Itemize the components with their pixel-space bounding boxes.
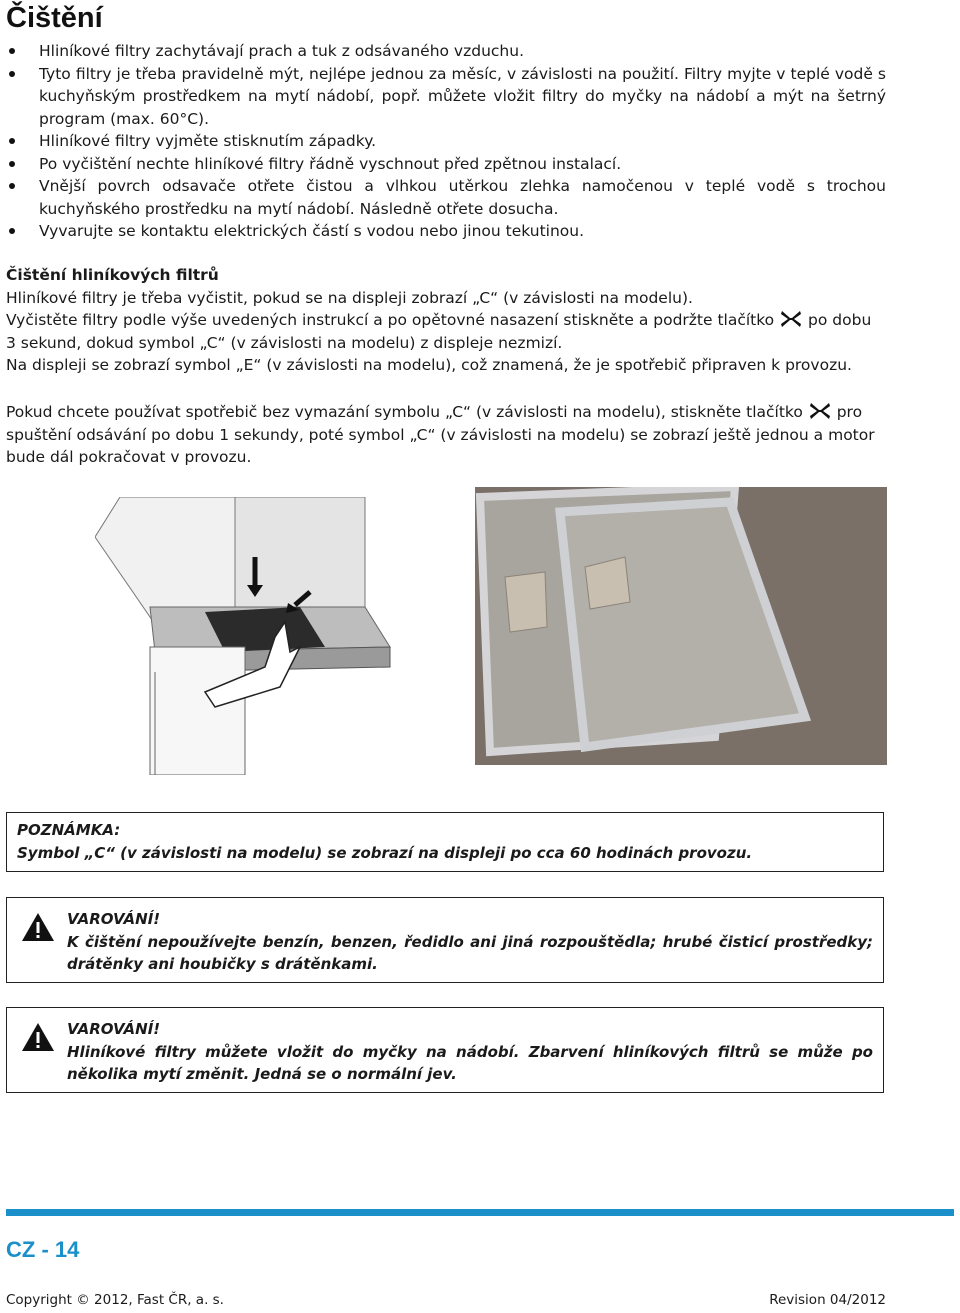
paragraph-text: Pokud chcete používat spotřebič bez vymazání symbolu „C“ (v závislosti na modelu), stiskněte tlačítko bbox=[6, 403, 803, 421]
aluminium-filters-photo bbox=[475, 487, 887, 765]
revision-text: Revision 04/2012 bbox=[769, 1292, 886, 1308]
paragraph bbox=[6, 309, 886, 354]
warning-box bbox=[6, 897, 884, 983]
warning-text: K čištění nepoužívejte benzín, benzen, ředidlo ani jiná rozpouštědla; hrubé čisticí prostředky; drátěnky ani houbičky s drátěnkami. bbox=[67, 932, 873, 973]
list-item: Vyvarujte se kontaktu elektrických částí s vodou nebo jinou tekutinou. bbox=[6, 220, 886, 243]
paragraph-text: pro spuštění odsávání po dobu 1 sekundy, poté symbol „C“ (v závislosti na modelu) se zobrazí ještě jednou a motor bude dál pokračovat v provozu. bbox=[6, 403, 875, 466]
page-title: Čištění bbox=[6, 2, 103, 34]
footer-divider bbox=[6, 1209, 954, 1216]
paragraph-text: po dobu 3 sekund, dokud symbol „C“ (v závislosti na modelu) z displeje nezmizí. bbox=[6, 311, 872, 352]
cleaning-instructions-list bbox=[6, 40, 886, 243]
warning-box bbox=[6, 1007, 884, 1093]
note-box bbox=[6, 812, 884, 872]
list-item: Po vyčištění nechte hliníkové filtry řádně vyschnout před zpětnou instalací. bbox=[6, 153, 886, 176]
paragraph: Hliníkové filtry je třeba vyčistit, pokud se na displeji zobrazí „C“ (v závislosti na modelu). bbox=[6, 288, 693, 307]
warning-label: VAROVÁNÍ! bbox=[67, 910, 161, 928]
list-item: Hliníkové filtry zachytávají prach a tuk z odsávaného vzduchu. bbox=[6, 40, 886, 63]
aluminium-filter-section bbox=[6, 264, 886, 377]
paragraph-text: Vyčistěte filtry podle výše uvedených instrukcí a po opětovné nasazení stiskněte a podržte tlačítko bbox=[6, 311, 775, 329]
list-item: Vnější povrch odsavače otřete čistou a vlhkou utěrkou zlehka namočenou v teplé vodě s trochou kuchyňského prostředku na mytí nádobí. Následně otřete dosucha. bbox=[6, 175, 886, 220]
copyright-text: Copyright © 2012, Fast ČR, a. s. bbox=[6, 1292, 224, 1308]
list-item: Tyto filtry je třeba pravidelně mýt, nejlépe jednou za měsíc, v závislosti na použití. Filtry myjte v teplé vodě s kuchyňským prostředkem na mytí nádobí, popř. můžete vložit filtry do myčky na nádobí a mýt na šetrný program (max. 60°C). bbox=[6, 63, 886, 131]
note-text: Symbol „C“ (v závislosti na modelu) se zobrazí na displeji po cca 60 hodinách provozu. bbox=[17, 843, 753, 862]
warning-triangle-icon bbox=[21, 1022, 55, 1052]
page-number: CZ - 14 bbox=[6, 1237, 80, 1262]
paragraph bbox=[6, 401, 886, 469]
warning-text: Hliníkové filtry můžete vložit do myčky na nádobí. Zbarvení hliníkových filtrů se může po několika mytí změnit. Jedná se o normální jev. bbox=[67, 1042, 873, 1083]
note-label: POZNÁMKA: bbox=[17, 821, 121, 839]
warning-label: VAROVÁNÍ! bbox=[67, 1020, 161, 1038]
list-item: Hliníkové filtry vyjměte stisknutím západky. bbox=[6, 130, 886, 153]
fan-icon bbox=[780, 310, 802, 328]
fan-icon bbox=[809, 402, 831, 420]
hood-filter-removal-illustration bbox=[95, 497, 395, 775]
warning-triangle-icon bbox=[21, 912, 55, 942]
usage-section bbox=[6, 401, 886, 469]
paragraph: Na displeji se zobrazí symbol „E“ (v závislosti na modelu), což znamená, že je spotřebič připraven k provozu. bbox=[6, 356, 852, 374]
section-heading: Čištění hliníkových filtrů bbox=[6, 266, 219, 284]
